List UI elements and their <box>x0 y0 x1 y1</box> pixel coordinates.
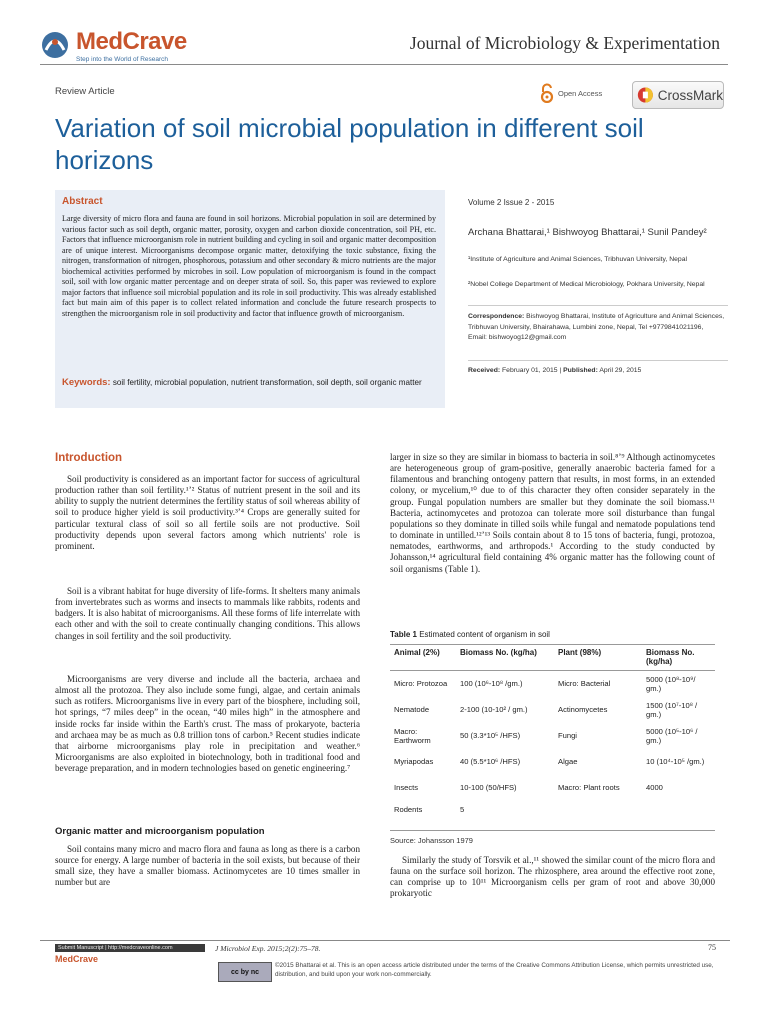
abstract-heading: Abstract <box>62 196 103 207</box>
table-cell: 2-100 (10-10² / gm.) <box>460 705 528 715</box>
logo-tagline: Step into the World of Research <box>76 56 169 63</box>
table-source: Source: Johansson 1979 <box>390 836 473 845</box>
correspondence-label: Correspondence: <box>468 313 525 320</box>
table-cell: Macro: Plant roots <box>558 783 620 793</box>
table-row <box>390 801 715 819</box>
table-header: Animal (2%) <box>390 644 456 671</box>
keywords <box>62 378 436 389</box>
table-caption-text: Estimated content of organism in soil <box>419 630 550 639</box>
article-type: Review Article <box>55 86 115 97</box>
table-row <box>390 749 715 775</box>
table-cell: Micro: Protozoa <box>394 679 448 689</box>
right-paragraph-1: larger in size so they are similar in biomass to bacteria in soil.⁸ʼ⁹ Although actinomycetes are heterogeneous group of gram-positive, generally anaerobic bacteria famed for a filamentous and branching ontogeny pattern that results, in most forms, in an extended colony, or mycelium,¹⁰ due to of this character they often consider separately in the group. Fungal population numbers are smaller but they dominate the soil biomass.¹¹ Bacteria, actinomycetes and protozoa can tolerate more soil disturbance than fungal populations so they dominate in tilled soils while fungal and nematode populations tend to dominate in untilled.¹²ʼ¹³ Soils contain about 8 to 15 tons of bacteria, fungi, protozoa, nematodes, earthworms, and arthropods.¹ According to the study conducted by Johansson,¹⁴ agricultural field containing 4% organic matter has the following count of soil organisms (Table 1). <box>390 452 715 574</box>
volume-issue: Volume 2 Issue 2 - 2015 <box>468 198 555 207</box>
table-cell: Nematode <box>394 705 430 715</box>
table-row <box>390 671 715 698</box>
table-cell: 10-100 (50/HFS) <box>460 783 517 793</box>
table-header: Biomass No. (kg/ha) <box>456 644 554 671</box>
intro-paragraph-3: Microorganisms are very diverse and include all the bacteria, archaea and almost all the protozoa. They also include some fungi, algae, and certain animals such as rotifers. Microorganisms live in every part of the biosphere, including soil, hot springs, “7 miles deep” in the ocean, “40 miles high” in the atmosphere and inside rocks far inside within the Earth's crust. The mass of prokaryote, bacteria and archaea may be as much as 0.8 trillion tons of carbon.⁵ Recent studies indicate that airborne microorganisms play role in precipitation and weather.⁶ Microorganisms are also exploited in biotechnology, both in traditional food and beverage preparation, and in modern technologies based on genetic engineering.⁷ <box>55 674 360 774</box>
table-cell: Fungi <box>558 731 577 741</box>
table-cell: 1500 (10⁷-10⁸ / gm.) <box>646 700 698 719</box>
abstract-text: Large diversity of micro flora and fauna are found in soil horizons. Microbial population in soil are determined by various factor such as soil depth, organic matter, porosity, oxygen and carbon dioxide concentration, soil PH, etc. Factors that influence microorganism role in nutrient building and cycling in soil and organic matter decomposition are of unique interest. Microorganisms decompose organic matter, detoxifying the toxic substance, fixing the nitrogen, transformation of nitrogen, phosphorous, potassium and other secondary & micro nutrients are the major biochemical activities performed by microbes in soil. Low population of microorganism is found in the compact soil, soil with low organic matter percentage and on deeper strata of soil. So, this paper was reviewed to explore major factors that influence soil microbial population and its role in soil productivity. This was already established fact but main aim of this paper is to collect related information and conclude the future research prospects to strengthen the microorganism role in soil productivity and factor that influence growth of microorganism. <box>62 214 436 318</box>
article-title: Variation of soil microbial population in different soil horizons <box>55 113 644 175</box>
table-cell: 4000 <box>646 783 663 793</box>
logo-name: MedCrave <box>76 28 187 55</box>
table-cell: 40 (5.5*10⁶ /HFS) <box>460 757 521 767</box>
table-cell: 50 (3.3*10⁵ /HFS) <box>460 731 521 741</box>
received-date: February 01, 2015 <box>502 367 558 374</box>
correspondence <box>468 312 728 344</box>
open-access-lock-icon <box>540 83 554 103</box>
open-access-badge[interactable] <box>540 82 602 104</box>
keywords-label: Keywords: <box>62 377 111 388</box>
table-cell: 100 (10⁶-10⁸ /gm.) <box>460 679 523 689</box>
table-cell: Rodents <box>394 805 423 815</box>
table-row <box>390 723 715 749</box>
table-cell: Micro: Bacterial <box>558 679 611 689</box>
header-divider <box>40 64 728 65</box>
intro-paragraph-2: Soil is a vibrant habitat for huge diversity of life-forms. It shelters many animals from invertebrates such as worms and insects to mammals like rabbits, rodents and badgers. It is also habitat of microorganisms. All these forms of life interrelate with each other and with the soil to create continually changing conditions. This allows changes in soil fertility and the soil productivity. <box>55 586 360 641</box>
crossmark-label: CrossMark <box>657 87 723 103</box>
table-cell: 5000 (10⁸-10⁹/ gm.) <box>646 674 696 693</box>
cc-label: cc by nc <box>230 968 259 976</box>
submit-manuscript-link[interactable]: Submit Manuscript | http://medcraveonline.com <box>55 944 205 952</box>
table-cell <box>642 801 715 819</box>
correspondence-text: Bishwoyog Bhattarai, Institute of Agriculture and Animal Sciences, Tribhuvan University, Bhairahawa, Lumbini zone, Nepal, Tel +9779841021196, <box>468 313 725 331</box>
meta-divider <box>468 305 728 306</box>
table-row <box>390 775 715 801</box>
affiliation-1: ¹Institute of Agriculture and Animal Sciences, Tribhuvan University, Nepal <box>468 256 687 263</box>
table-cell: Myriapodas <box>394 757 434 767</box>
table-cell <box>554 801 642 819</box>
table-caption-label: Table 1 <box>390 630 417 639</box>
crossmark-button[interactable] <box>632 81 724 109</box>
medcrave-logo-icon <box>40 30 70 60</box>
table-header: Plant (98%) <box>554 644 642 671</box>
keywords-text: soil fertility, microbial population, nutrient transformation, soil depth, soil organic matter <box>112 378 422 387</box>
table-cell: 10 (10⁴-10⁵ /gm.) <box>646 757 705 767</box>
table-header: Biomass No. (kg/ha) <box>642 644 715 671</box>
organic-matter-paragraph: Soil contains many micro and macro flora and fauna as long as there is a carbon source for energy. A large number of bacteria in the soil exists, but because of their small size, they have a smaller biomass. Actinomycetes are 10 times smaller in number but are <box>55 844 360 888</box>
table-cell: Insects <box>394 783 419 793</box>
author-list: Archana Bhattarai,¹ Bishwoyog Bhattarai,¹ Sunil Pandey² <box>468 227 707 238</box>
article-dates: Received: February 01, 2015 | Published: April 29, 2015 <box>468 367 642 374</box>
introduction-heading: Introduction <box>55 452 123 464</box>
table-cell: 5000 (10⁵-10⁶ / gm.) <box>646 726 698 745</box>
footer-logo: MedCrave <box>55 954 99 964</box>
license-text: ©2015 Bhattarai et al. This is an open access article distributed under the terms of the Creative Commons Attribution License, which permits unrestricted use, distribution, and build upon your work non-commercially. <box>275 962 714 978</box>
journal-name: Journal of Microbiology & Experimentation <box>409 33 720 53</box>
correspondence-email[interactable]: Email: bishwoyog12@gmail.com <box>468 334 567 342</box>
creative-commons-icon[interactable] <box>218 962 272 982</box>
published-label: Published: <box>563 367 598 374</box>
crossmark-icon <box>637 85 654 105</box>
published-date: April 29, 2015 <box>599 367 642 374</box>
table-header-row <box>390 644 715 671</box>
received-label: Received: <box>468 367 501 374</box>
table-cell: Algae <box>558 757 578 767</box>
open-access-label: Open Access <box>558 88 603 98</box>
meta-divider-2 <box>468 360 728 361</box>
affiliation-2: ²Nobel College Department of Medical Microbiology, Pokhara University, Nepal <box>468 281 705 288</box>
footer-divider <box>40 940 730 941</box>
organic-matter-heading: Organic matter and microorganism population <box>55 826 265 837</box>
table-cell: Macro: Earthworm <box>394 726 431 745</box>
table-cell: 5 <box>460 805 465 815</box>
intro-paragraph-1: Soil productivity is considered as an important factor for success of agricultural production rather than soil fertility.¹ʼ² Status of nutrient present in the soil and its ability to supply the nutrient determines the fertility status of soil whereas ability of soil to produce higher yield is soil productivity.³ʼ⁴ Crops are generally suited for particular textural class of soil so all fertile soils are not productive. Soil productivity depends upon several factors among which nutrients' role is prominent. <box>55 474 360 551</box>
medcrave-logo[interactable] <box>40 26 200 66</box>
citation: J Microbiol Exp. 2015;2(2):75–78. <box>215 944 321 953</box>
page-number: 75 <box>708 943 716 952</box>
table-cell: Actinomycetes <box>558 705 608 715</box>
table-row <box>390 697 715 723</box>
table-caption <box>390 630 550 639</box>
organism-table <box>390 644 715 819</box>
right-paragraph-2: Similarly the study of Torsvik et al.,¹¹ showed the similar count of the micro flora and fauna on the surface soil horizon. The rhizosphere, area around the effective root zone, can comprise up to 10¹¹ Microorganism cells per gram of root and above 30,000 prokaryotic <box>390 855 715 899</box>
